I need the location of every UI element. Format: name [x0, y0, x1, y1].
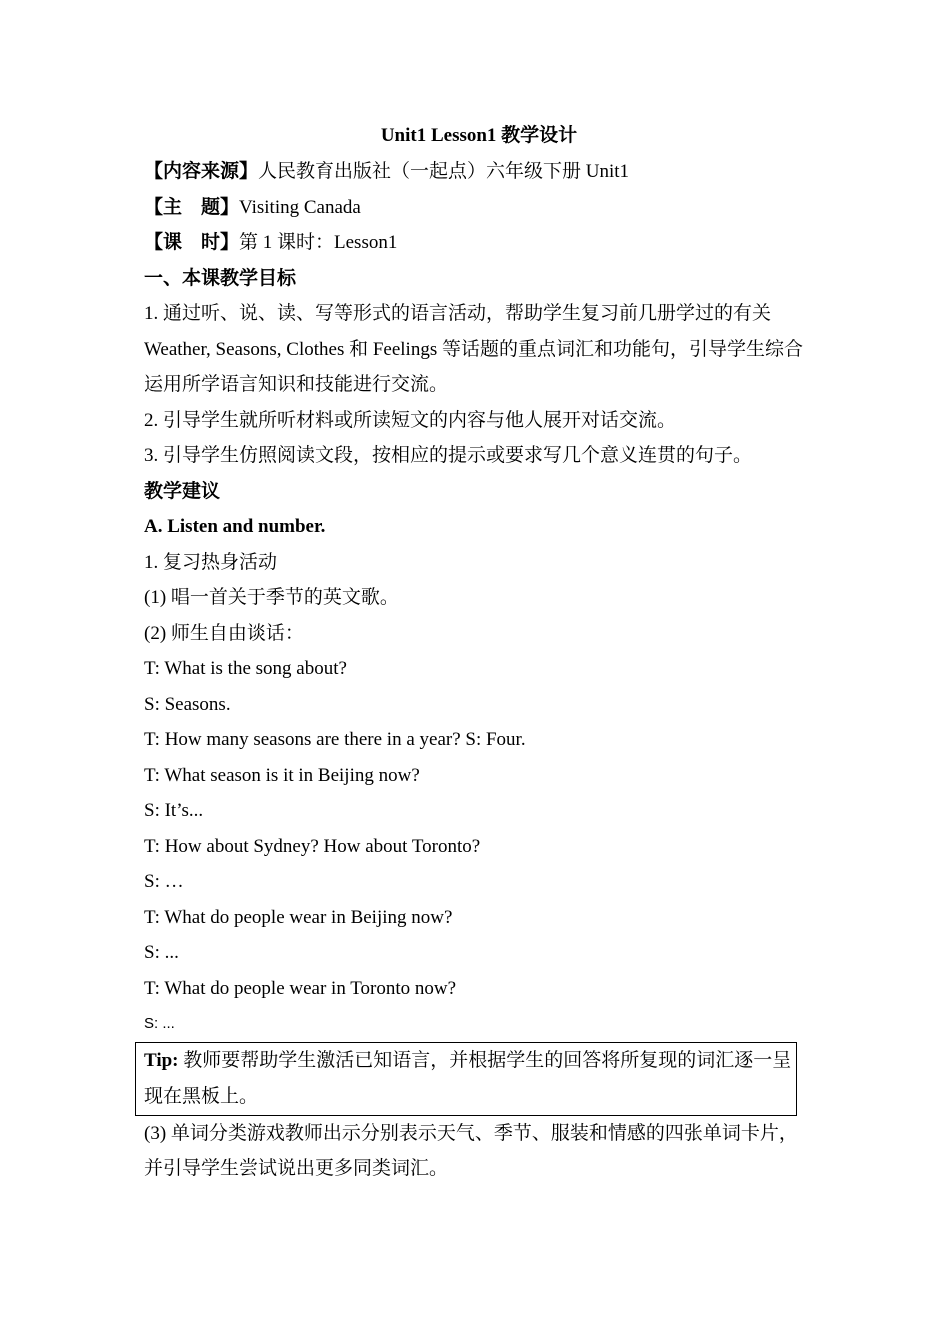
dialogue-line: T: What season is it in Beijing now? — [144, 764, 420, 786]
meta-period-label: 【课 时】 — [144, 232, 240, 253]
goal-1-line-1: 1. 通过听、说、读、写等形式的语言活动，帮助学生复习前几册学过的有关 — [144, 303, 772, 324]
dialogue-line: T: How about Sydney? How about Toronto? — [144, 835, 481, 857]
meta-source-label: 【内容来源】 — [144, 161, 259, 182]
subheading-listen: A. Listen and number. — [144, 516, 326, 537]
section-heading-suggestions: 教学建议 — [144, 480, 221, 502]
tip-box — [135, 1042, 797, 1116]
dialogue-line: T: How many seasons are there in a year? S: Four. — [144, 729, 526, 750]
document-page — [144, 118, 814, 1187]
document-title: Unit1 Lesson1 教学设计 — [380, 125, 578, 146]
tip-label: Tip: — [144, 1049, 179, 1071]
meta-period-value: 第 1 课时：Lesson1 — [239, 232, 398, 253]
step-1: 1. 复习热身活动 — [144, 551, 278, 573]
step-1c-line-1: (3) 单词分类游戏教师出示分别表示天气、季节、服装和情感的四张单词卡片， — [144, 1122, 798, 1144]
meta-topic-value: Visiting Canada — [239, 196, 361, 218]
dialogue-line: S: ... — [144, 942, 179, 963]
tip-line-1 — [144, 1043, 792, 1079]
dialogue-line: S: It’s... — [144, 800, 204, 821]
dialogue-line: T: What do people wear in Beijing now? — [144, 906, 453, 928]
section-heading-goals: 一、本课教学目标 — [144, 267, 297, 289]
dialogue-line-small: S: ... — [144, 1015, 175, 1032]
dialogue-line: S: … — [144, 871, 184, 892]
meta-source — [144, 154, 814, 190]
goal-3: 3. 引导学生仿照阅读文段，按相应的提示或要求写几个意义连贯的句子。 — [144, 445, 753, 466]
meta-topic — [144, 190, 814, 226]
step-1a: (1) 唱一首关于季节的英文歌。 — [144, 587, 399, 608]
dialogue-line: T: What do people wear in Toronto now? — [144, 977, 457, 999]
meta-source-value: 人民教育出版社（一起点）六年级下册 Unit1 — [258, 161, 630, 182]
tip-line-2: 现在黑板上。 — [144, 1085, 259, 1107]
dialogue-line: S: Seasons. — [144, 693, 231, 715]
dialogue-line: T: What is the song about? — [144, 658, 347, 679]
tip-text-1: 教师要帮助学生激活已知语言，并根据学生的回答将所复现的词汇逐一呈 — [178, 1049, 792, 1071]
meta-topic-label: 【主 题】 — [144, 196, 240, 218]
step-1c-line-2: 并引导学生尝试说出更多同类词汇。 — [144, 1158, 449, 1179]
goal-1-line-2: Weather, Seasons, Clothes 和 Feelings 等话题的重点词汇和功能句，引导学生综合 — [144, 338, 803, 360]
goal-2: 2. 引导学生就所听材料或所读短文的内容与他人展开对话交流。 — [144, 409, 677, 431]
goal-1-line-3: 运用所学语言知识和技能进行交流。 — [144, 374, 449, 395]
meta-period — [144, 225, 814, 261]
step-1b: (2) 师生自由谈话： — [144, 622, 304, 644]
